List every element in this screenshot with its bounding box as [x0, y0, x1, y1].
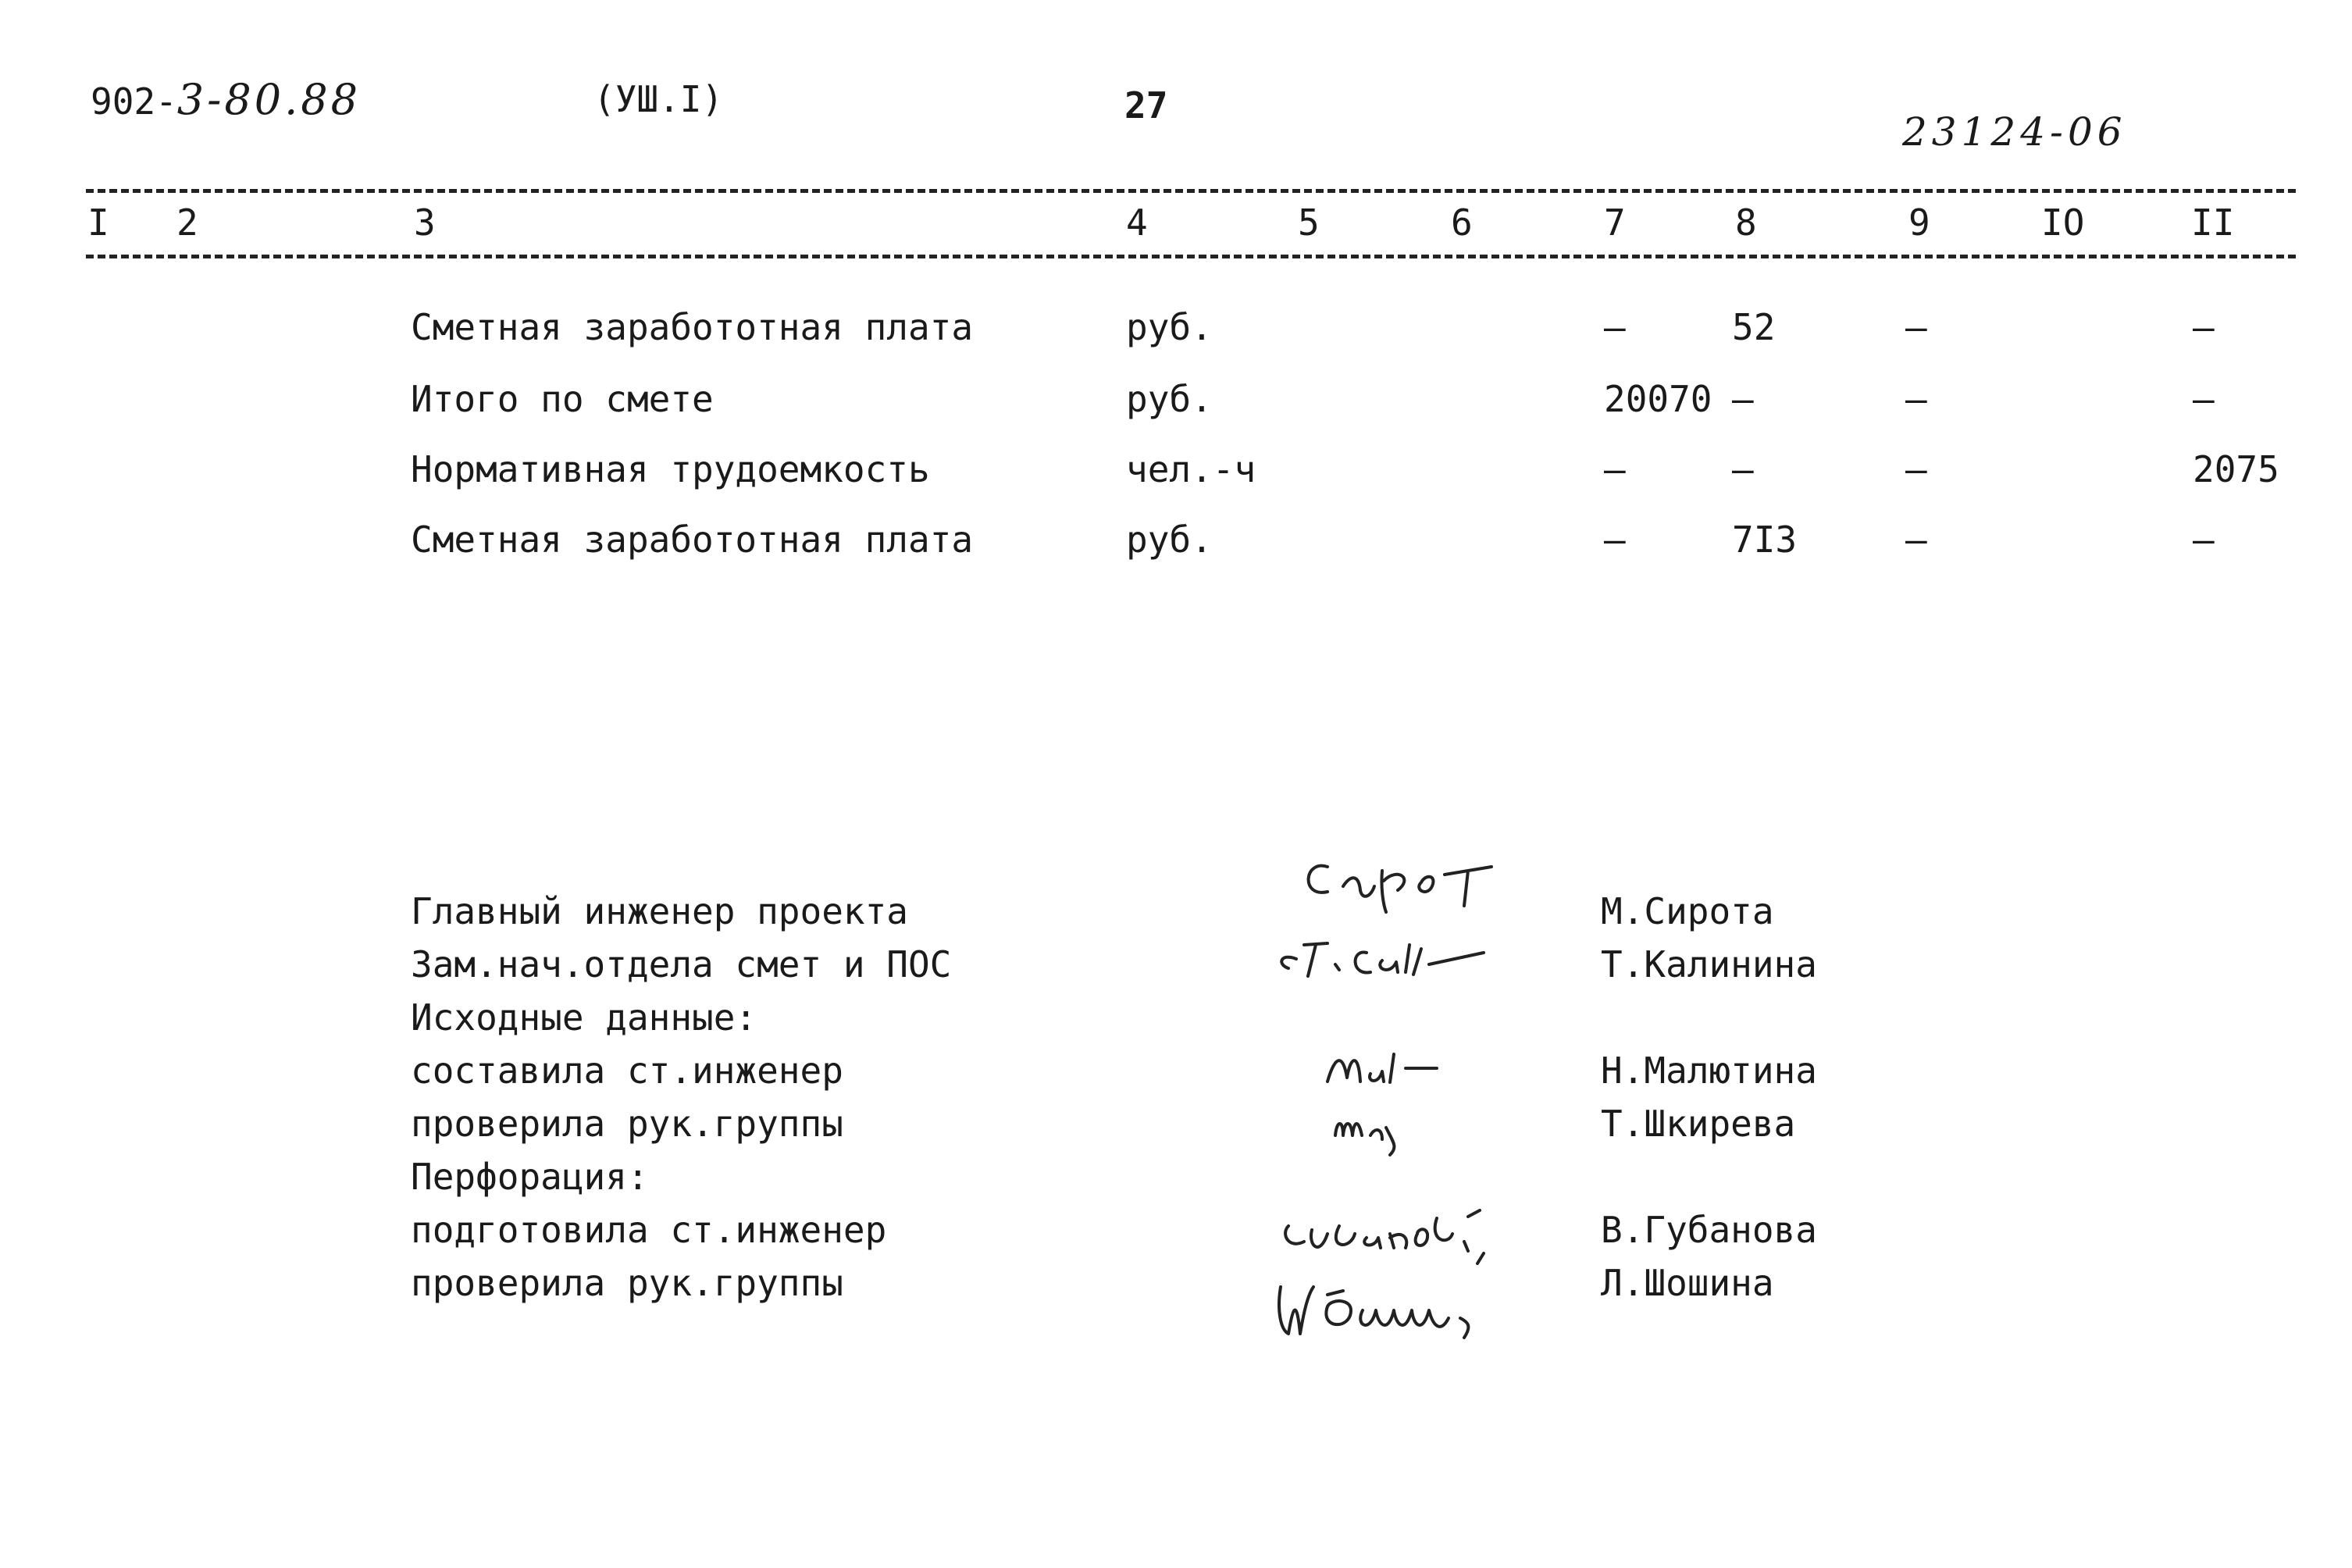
signature-role: проверила рук.группы	[411, 1262, 843, 1304]
column-header-9: 9	[1908, 201, 1930, 244]
row-col9: –	[1905, 519, 1927, 561]
signature-role: проверила рук.группы	[411, 1103, 843, 1145]
signature-role: Перфорация:	[411, 1156, 649, 1198]
column-header-6: 6	[1451, 201, 1473, 244]
row-col7: –	[1604, 448, 1626, 490]
column-header-1: I	[87, 201, 109, 244]
row-unit: руб.	[1126, 378, 1213, 420]
column-header-7: 7	[1604, 201, 1626, 244]
signature-role: Зам.нач.отдела смет и ПОС	[411, 943, 952, 985]
signature-shkireva	[1327, 1096, 1452, 1159]
signatory-name: Т.Шкирева	[1601, 1103, 1796, 1145]
row-unit: руб.	[1126, 519, 1213, 561]
signatory-name: М.Сирота	[1601, 890, 1774, 932]
row-name: Сметная заработотная плата	[411, 519, 974, 561]
signature-sirota	[1296, 843, 1546, 914]
signature-kalinina	[1273, 929, 1507, 984]
row-col11: 2075	[2193, 448, 2279, 490]
row-col7: –	[1604, 519, 1626, 561]
signatory-name: Л.Шошина	[1601, 1262, 1774, 1304]
row-name: Сметная заработотная плата	[411, 306, 974, 348]
row-col7: –	[1604, 306, 1626, 348]
row-col9: –	[1905, 448, 1927, 490]
signature-role: Главный инженер проекта	[411, 890, 908, 932]
signature-role: составила ст.инженер	[411, 1049, 843, 1092]
document-code-handwritten: 3-80.88	[176, 75, 361, 124]
row-unit: чел.-ч	[1126, 448, 1256, 490]
row-col8: –	[1732, 448, 1754, 490]
document-code	[91, 75, 361, 124]
signature-shoshina	[1265, 1263, 1562, 1349]
row-name: Итого по смете	[411, 378, 714, 420]
column-header-4: 4	[1126, 201, 1148, 244]
row-col9: –	[1905, 306, 1927, 348]
registration-number: 23124-06	[1902, 109, 2127, 155]
column-header-3: 3	[414, 201, 436, 244]
page-number: 27	[1124, 84, 1168, 127]
signature-gubanova	[1273, 1203, 1538, 1265]
row-col9: –	[1905, 378, 1927, 420]
document-code-prefix: 902-	[91, 80, 177, 123]
column-header-11: II	[2191, 201, 2235, 244]
column-header-5: 5	[1298, 201, 1320, 244]
row-col11: –	[2193, 519, 2215, 561]
header-rule-top	[86, 189, 2296, 193]
signature-malyutina	[1320, 1039, 1476, 1093]
signatory-name: В.Губанова	[1601, 1209, 1817, 1251]
row-col7: 20070	[1604, 378, 1712, 420]
signature-role: подготовила ст.инженер	[411, 1209, 887, 1251]
section-label: (УШ.I)	[593, 78, 724, 120]
row-col11: –	[2193, 306, 2215, 348]
signatory-name: Т.Калинина	[1601, 943, 1817, 985]
row-col8: 7I3	[1732, 519, 1798, 561]
row-col8: –	[1732, 378, 1754, 420]
column-header-8: 8	[1735, 201, 1757, 244]
header-rule-bottom	[86, 255, 2296, 258]
row-name: Нормативная трудоемкость	[411, 448, 930, 490]
signature-role: Исходные данные:	[411, 996, 757, 1039]
column-header-10: IO	[2041, 201, 2085, 244]
signatory-name: Н.Малютина	[1601, 1049, 1817, 1092]
column-header-2: 2	[176, 201, 198, 244]
row-col8: 52	[1732, 306, 1776, 348]
row-col11: –	[2193, 378, 2215, 420]
row-unit: руб.	[1126, 306, 1213, 348]
